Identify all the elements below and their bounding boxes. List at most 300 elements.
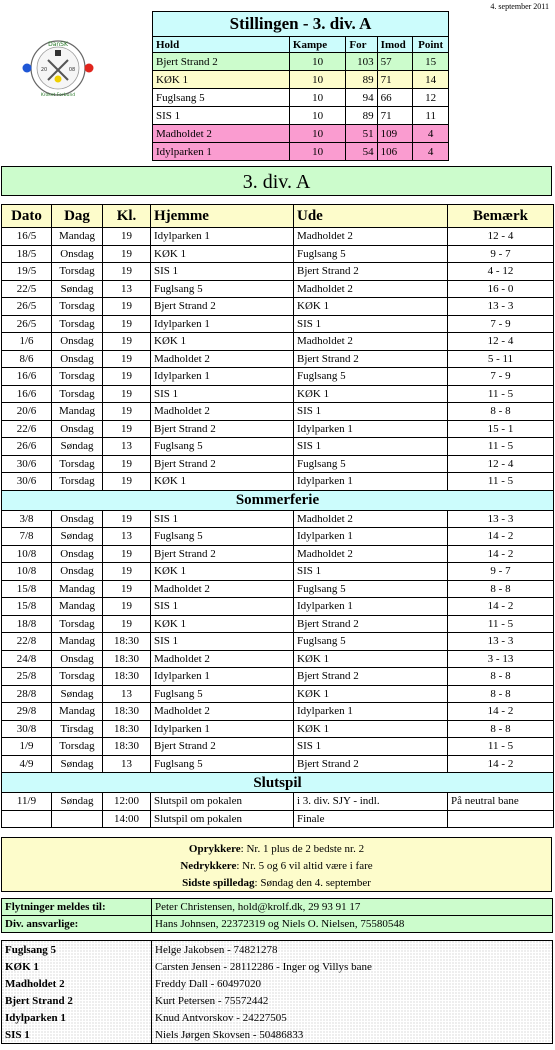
match-row (2, 580, 554, 598)
match-cell: Fuglsang 5 (151, 280, 294, 298)
match-cell: 7 - 9 (448, 368, 554, 386)
match-cell: 26/5 (2, 315, 52, 333)
match-row (2, 280, 554, 298)
standings-point-cell: 14 (413, 71, 449, 89)
match-cell: KØK 1 (294, 685, 448, 703)
standings-kampe-cell: 10 (289, 89, 345, 107)
match-cell: SIS 1 (294, 403, 448, 421)
contact-label: Div. ansvarlige: (2, 916, 152, 933)
match-cell: KØK 1 (294, 385, 448, 403)
match-row (2, 298, 554, 316)
match-cell: SIS 1 (294, 738, 448, 756)
match-row (2, 403, 554, 421)
match-cell: Idylparken 1 (294, 598, 448, 616)
match-cell: 19 (103, 545, 151, 563)
match-cell: Bjert Strand 2 (151, 738, 294, 756)
note-line (2, 858, 551, 875)
match-cell: 19 (103, 385, 151, 403)
standings-hold-cell: Madholdet 2 (153, 125, 290, 143)
match-cell: 4/9 (2, 755, 52, 773)
match-cell: SIS 1 (151, 510, 294, 528)
match-cell: 8 - 8 (448, 580, 554, 598)
match-cell: Onsdag (52, 650, 103, 668)
schedule-header-cell: Ude (294, 205, 448, 228)
match-row (2, 473, 554, 491)
standings-point-cell: 4 (413, 125, 449, 143)
standings-hold-cell: Bjert Strand 2 (153, 53, 290, 71)
team-name: Idylparken 1 (2, 1009, 152, 1026)
match-cell: 22/8 (2, 633, 52, 651)
match-cell: 19 (103, 245, 151, 263)
standings-header-cell: For (346, 37, 377, 53)
match-cell: 3/8 (2, 510, 52, 528)
match-cell: 28/8 (2, 685, 52, 703)
match-cell: Fuglsang 5 (151, 528, 294, 546)
logo-top-text: DanSK (48, 41, 68, 48)
match-cell: 11 - 5 (448, 615, 554, 633)
match-cell: 26/5 (2, 298, 52, 316)
note-text: : Nr. 5 og 6 vil altid være i fare (236, 860, 373, 872)
match-row (2, 810, 554, 828)
match-cell: 19 (103, 598, 151, 616)
match-cell: 8/6 (2, 350, 52, 368)
standings-imod-cell: 109 (377, 125, 413, 143)
match-cell: Idylparken 1 (151, 668, 294, 686)
match-cell: 16 - 0 (448, 280, 554, 298)
match-cell (448, 810, 554, 828)
match-cell: 11 - 5 (448, 438, 554, 456)
match-cell: 14 - 2 (448, 528, 554, 546)
standings-row (153, 143, 449, 161)
standings-row (153, 89, 449, 107)
match-cell: 24/8 (2, 650, 52, 668)
match-cell: Onsdag (52, 510, 103, 528)
match-row (2, 455, 554, 473)
match-row (2, 703, 554, 721)
match-cell: SIS 1 (294, 563, 448, 581)
match-cell: Bjert Strand 2 (294, 350, 448, 368)
schedule-header-cell: Hjemme (151, 205, 294, 228)
match-row (2, 563, 554, 581)
match-cell (52, 810, 103, 828)
match-cell: 3 - 13 (448, 650, 554, 668)
match-row (2, 650, 554, 668)
standings-kampe-cell: 10 (289, 107, 345, 125)
match-cell: 16/6 (2, 368, 52, 386)
section-title: Slutspil (2, 773, 554, 793)
match-cell: Mandag (52, 228, 103, 246)
match-row (2, 385, 554, 403)
match-cell: 19 (103, 563, 151, 581)
match-cell: SIS 1 (294, 315, 448, 333)
match-cell: Idylparken 1 (151, 315, 294, 333)
standings-title: Stillingen - 3. div. A (153, 12, 449, 37)
note-line (2, 875, 551, 892)
standings-kampe-cell: 10 (289, 53, 345, 71)
match-cell: 10/8 (2, 563, 52, 581)
match-cell: Onsdag (52, 545, 103, 563)
match-cell: KØK 1 (151, 563, 294, 581)
standings-for-cell: 89 (346, 71, 377, 89)
match-cell: 10/8 (2, 545, 52, 563)
match-cell: 14 - 2 (448, 755, 554, 773)
match-cell: Mandag (52, 633, 103, 651)
match-cell: 30/6 (2, 455, 52, 473)
note-line (2, 841, 551, 858)
match-row (2, 738, 554, 756)
standings-for-cell: 54 (346, 143, 377, 161)
match-cell: Bjert Strand 2 (151, 420, 294, 438)
match-cell: 18:30 (103, 650, 151, 668)
match-cell: 19 (103, 473, 151, 491)
match-cell: 13 (103, 755, 151, 773)
match-cell: Onsdag (52, 563, 103, 581)
match-cell: 14:00 (103, 810, 151, 828)
match-cell: 19 (103, 403, 151, 421)
match-row (2, 685, 554, 703)
match-cell: KØK 1 (151, 333, 294, 351)
match-cell: 20/6 (2, 403, 52, 421)
match-cell: 7 - 9 (448, 315, 554, 333)
match-cell: 11 - 5 (448, 738, 554, 756)
match-cell: Torsdag (52, 668, 103, 686)
match-cell: 7/8 (2, 528, 52, 546)
match-row (2, 598, 554, 616)
match-cell: Tirsdag (52, 720, 103, 738)
note-label: Oprykkere (188, 843, 241, 855)
match-cell: 1/9 (2, 738, 52, 756)
team-contact-row (2, 1026, 553, 1044)
schedule-header-cell: Bemærk (448, 205, 554, 228)
match-cell: Søndag (52, 793, 103, 811)
match-cell: 9 - 7 (448, 563, 554, 581)
match-cell: Søndag (52, 280, 103, 298)
match-cell: KØK 1 (294, 298, 448, 316)
match-cell: Fuglsang 5 (294, 245, 448, 263)
standings-point-cell: 15 (413, 53, 449, 71)
standings-for-cell: 103 (346, 53, 377, 71)
standings-imod-cell: 66 (377, 89, 413, 107)
match-cell: 13 (103, 528, 151, 546)
match-cell: Søndag (52, 528, 103, 546)
contact-row (2, 899, 553, 916)
team-name: KØK 1 (2, 958, 152, 975)
match-cell: Onsdag (52, 420, 103, 438)
standings-for-cell: 51 (346, 125, 377, 143)
contact-value: Hans Johnsen, 22372319 og Niels O. Nielsen, 75580548 (152, 916, 553, 933)
match-cell: Torsdag (52, 455, 103, 473)
match-cell: 8 - 8 (448, 403, 554, 421)
match-row (2, 793, 554, 811)
match-cell: 11 - 5 (448, 385, 554, 403)
match-cell: Madholdet 2 (294, 280, 448, 298)
standings-hold-cell: KØK 1 (153, 71, 290, 89)
match-cell: 1/6 (2, 333, 52, 351)
match-cell: 18:30 (103, 668, 151, 686)
match-cell: KØK 1 (294, 720, 448, 738)
match-cell: 19/5 (2, 263, 52, 281)
match-cell: 18/8 (2, 615, 52, 633)
match-cell: i 3. div. SJY - indl. (294, 793, 448, 811)
match-cell: 13 (103, 438, 151, 456)
match-cell: Bjert Strand 2 (151, 298, 294, 316)
match-cell: Torsdag (52, 263, 103, 281)
match-cell: 11/9 (2, 793, 52, 811)
match-cell: Madholdet 2 (151, 350, 294, 368)
schedule-header-cell: Dag (52, 205, 103, 228)
match-cell: Torsdag (52, 298, 103, 316)
match-cell: Idylparken 1 (294, 703, 448, 721)
match-cell: 22/6 (2, 420, 52, 438)
match-cell: 12 - 4 (448, 333, 554, 351)
match-cell: Torsdag (52, 315, 103, 333)
standings-point-cell: 4 (413, 143, 449, 161)
team-contact: Carsten Jensen - 28112286 - Inger og Villys bane (152, 958, 553, 975)
match-cell: 15/8 (2, 580, 52, 598)
match-cell: Søndag (52, 755, 103, 773)
notes-box (1, 837, 552, 892)
match-row (2, 755, 554, 773)
match-row (2, 420, 554, 438)
match-cell: 12 - 4 (448, 455, 554, 473)
match-row (2, 668, 554, 686)
match-cell: 8 - 8 (448, 720, 554, 738)
match-row (2, 368, 554, 386)
match-cell: 13 - 3 (448, 298, 554, 316)
match-cell: 14 - 2 (448, 545, 554, 563)
standings-kampe-cell: 10 (289, 71, 345, 89)
match-cell: Mandag (52, 403, 103, 421)
match-row (2, 228, 554, 246)
match-cell: Slutspil om pokalen (151, 810, 294, 828)
standings-hold-cell: Fuglsang 5 (153, 89, 290, 107)
standings-kampe-cell: 10 (289, 143, 345, 161)
standings-for-cell: 89 (346, 107, 377, 125)
standings-row (153, 125, 449, 143)
print-date: 4. september 2011 (490, 2, 549, 11)
match-cell: 14 - 2 (448, 703, 554, 721)
team-name: Bjert Strand 2 (2, 992, 152, 1009)
match-row (2, 545, 554, 563)
match-cell: 15/8 (2, 598, 52, 616)
schedule-table (1, 204, 554, 828)
team-contact: Helge Jakobsen - 74821278 (152, 941, 553, 959)
team-contact: Freddy Dall - 60497020 (152, 975, 553, 992)
match-cell: Fuglsang 5 (294, 633, 448, 651)
match-cell: Bjert Strand 2 (294, 615, 448, 633)
match-cell: Bjert Strand 2 (294, 668, 448, 686)
standings-for-cell: 94 (346, 89, 377, 107)
match-cell: Bjert Strand 2 (294, 263, 448, 281)
match-cell: 15 - 1 (448, 420, 554, 438)
match-cell: 30/8 (2, 720, 52, 738)
match-cell: På neutral bane (448, 793, 554, 811)
section-title: Sommerferie (2, 490, 554, 510)
match-cell: Onsdag (52, 333, 103, 351)
standings-imod-cell: 71 (377, 71, 413, 89)
match-cell: 13 (103, 280, 151, 298)
match-cell: Bjert Strand 2 (294, 755, 448, 773)
match-cell: Idylparken 1 (294, 473, 448, 491)
standings-row (153, 53, 449, 71)
match-cell: Mandag (52, 703, 103, 721)
match-cell: Bjert Strand 2 (151, 545, 294, 563)
contact-row (2, 916, 553, 933)
match-row (2, 528, 554, 546)
standings-hold-cell: SIS 1 (153, 107, 290, 125)
match-cell: 29/8 (2, 703, 52, 721)
match-cell: 19 (103, 455, 151, 473)
match-row (2, 615, 554, 633)
team-contact-row (2, 958, 553, 975)
team-name: Madholdet 2 (2, 975, 152, 992)
match-cell: Madholdet 2 (151, 703, 294, 721)
standings-row (153, 107, 449, 125)
section-header-row (2, 490, 554, 510)
contact-value: Peter Christensen, hold@krolf.dk, 29 93 91 17 (152, 899, 553, 916)
division-title: 3. div. A (1, 166, 552, 196)
match-cell: Onsdag (52, 350, 103, 368)
schedule-header-cell: Kl. (103, 205, 151, 228)
match-cell: Madholdet 2 (151, 650, 294, 668)
match-cell: 19 (103, 350, 151, 368)
federation-logo (22, 34, 94, 102)
match-cell: 14 - 2 (448, 598, 554, 616)
match-cell: Idylparken 1 (294, 528, 448, 546)
match-cell: Madholdet 2 (294, 228, 448, 246)
match-cell: Slutspil om pokalen (151, 793, 294, 811)
match-row (2, 633, 554, 651)
team-contact-row (2, 941, 553, 959)
match-cell: KØK 1 (151, 473, 294, 491)
match-cell: KØK 1 (151, 245, 294, 263)
match-cell (2, 810, 52, 828)
match-cell: 25/8 (2, 668, 52, 686)
match-cell: 16/6 (2, 385, 52, 403)
match-cell: 19 (103, 263, 151, 281)
standings-imod-cell: 57 (377, 53, 413, 71)
match-cell: 8 - 8 (448, 685, 554, 703)
standings-table (152, 11, 449, 161)
match-cell: 19 (103, 615, 151, 633)
match-cell: 18:30 (103, 720, 151, 738)
match-row (2, 315, 554, 333)
team-contacts-table (1, 940, 553, 1044)
match-cell: 19 (103, 368, 151, 386)
standings-imod-cell: 106 (377, 143, 413, 161)
note-text: : Nr. 1 plus de 2 bedste nr. 2 (240, 843, 365, 855)
match-cell: 9 - 7 (448, 245, 554, 263)
match-row (2, 510, 554, 528)
match-cell: SIS 1 (294, 438, 448, 456)
contact-label: Flytninger meldes til: (2, 899, 152, 916)
match-cell: Madholdet 2 (151, 580, 294, 598)
match-cell: 18:30 (103, 633, 151, 651)
contact-table (1, 898, 553, 933)
match-cell: Madholdet 2 (294, 510, 448, 528)
match-cell: Madholdet 2 (151, 403, 294, 421)
match-cell: SIS 1 (151, 385, 294, 403)
match-cell: 19 (103, 510, 151, 528)
match-cell: 4 - 12 (448, 263, 554, 281)
match-row (2, 333, 554, 351)
match-cell: Fuglsang 5 (151, 685, 294, 703)
match-cell: Søndag (52, 685, 103, 703)
match-cell: SIS 1 (151, 633, 294, 651)
logo-bottom-text: Kroket Forbund (40, 93, 76, 98)
match-cell: 26/6 (2, 438, 52, 456)
match-cell: Fuglsang 5 (294, 455, 448, 473)
match-cell: KØK 1 (151, 615, 294, 633)
standings-header-cell: Imod (377, 37, 413, 53)
match-cell: Madholdet 2 (294, 545, 448, 563)
standings-header-cell: Point (413, 37, 449, 53)
match-cell: 18/5 (2, 245, 52, 263)
standings-point-cell: 11 (413, 107, 449, 125)
match-row (2, 263, 554, 281)
match-cell: Onsdag (52, 245, 103, 263)
match-cell: 19 (103, 580, 151, 598)
match-cell: 19 (103, 298, 151, 316)
match-cell: SIS 1 (151, 263, 294, 281)
match-cell: 13 (103, 685, 151, 703)
match-cell: Fuglsang 5 (294, 580, 448, 598)
team-name: Fuglsang 5 (2, 941, 152, 959)
team-contact: Kurt Petersen - 75572442 (152, 992, 553, 1009)
match-row (2, 245, 554, 263)
match-cell: 30/6 (2, 473, 52, 491)
standings-header-cell: Hold (153, 37, 290, 53)
match-cell: Fuglsang 5 (151, 755, 294, 773)
match-row (2, 438, 554, 456)
match-cell: Fuglsang 5 (294, 368, 448, 386)
match-cell: 18:30 (103, 703, 151, 721)
match-cell: KØK 1 (294, 650, 448, 668)
match-cell: 19 (103, 315, 151, 333)
match-cell: 18:30 (103, 738, 151, 756)
match-cell: Finale (294, 810, 448, 828)
standings-point-cell: 12 (413, 89, 449, 107)
match-cell: Bjert Strand 2 (151, 455, 294, 473)
match-cell: Torsdag (52, 473, 103, 491)
match-cell: Mandag (52, 598, 103, 616)
team-contact: Niels Jørgen Skovsen - 50486833 (152, 1026, 553, 1044)
team-contact-row (2, 992, 553, 1009)
team-contact: Knud Antvorskov - 24227505 (152, 1009, 553, 1026)
logo-year-left: 20 (40, 67, 48, 73)
standings-header-cell: Kampe (289, 37, 345, 53)
schedule-header-cell: Dato (2, 205, 52, 228)
match-cell: 5 - 11 (448, 350, 554, 368)
match-row (2, 350, 554, 368)
match-cell: 8 - 8 (448, 668, 554, 686)
match-cell: Søndag (52, 438, 103, 456)
match-cell: Idylparken 1 (151, 368, 294, 386)
match-cell: Torsdag (52, 615, 103, 633)
note-label: Sidste spilledag (182, 877, 255, 889)
match-cell: SIS 1 (151, 598, 294, 616)
match-cell: Madholdet 2 (294, 333, 448, 351)
team-name: SIS 1 (2, 1026, 152, 1044)
section-header-row (2, 773, 554, 793)
match-cell: Idylparken 1 (294, 420, 448, 438)
match-cell: 13 - 3 (448, 633, 554, 651)
match-cell: Idylparken 1 (151, 228, 294, 246)
standings-row (153, 71, 449, 89)
match-cell: Idylparken 1 (151, 720, 294, 738)
match-cell: 13 - 3 (448, 510, 554, 528)
match-cell: 22/5 (2, 280, 52, 298)
